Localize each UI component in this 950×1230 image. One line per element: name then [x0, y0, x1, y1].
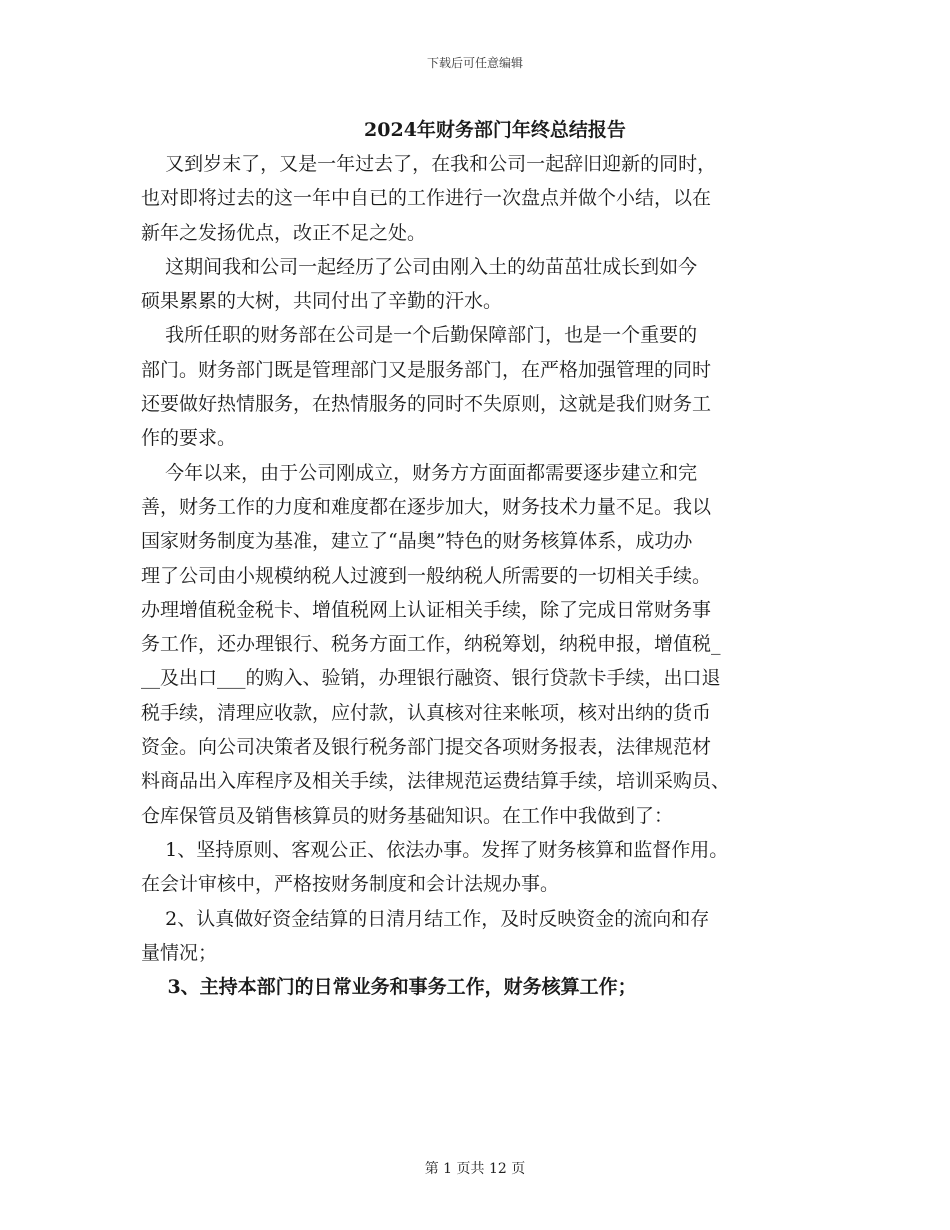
document-body: [141, 147, 816, 1004]
body-line: 国家财务制度为基准，建立了“晶奥”特色的财务核算体系，成功办: [141, 530, 693, 553]
body-line: 仓库保管员及销售核算员的财务基础知识。在工作中我做到了：: [141, 804, 674, 827]
body-line: 又到岁末了，又是一年过去了，在我和公司一起辞旧迎新的同时，: [141, 153, 717, 175]
body-line: 这期间我和公司一起经历了公司由刚入土的幼苗茁壮成长到如今: [141, 255, 698, 278]
body-line: 今年以来，由于公司刚成立，财务方方面面都需要逐步建立和完: [141, 461, 698, 484]
document-title: 2024年财务部门年终总结报告: [364, 119, 626, 141]
body-line: 资金。向公司决策者及银行税务部门提交各项财务报表，法律规范材: [141, 736, 712, 759]
body-line: 也对即将过去的这一年中自已的工作进行一次盘点并做个小结，以在: [141, 187, 712, 210]
body-line: 硕果累累的大树，共同付出了辛勤的汗水。: [141, 290, 503, 313]
body-line: 税手续，清理应收款，应付款，认真核对往来帐项，核对出纳的货币: [141, 701, 712, 724]
body-line: 务工作，还办理银行、税务方面工作，纳税筹划，纳税申报，增值税_: [141, 633, 721, 656]
body-line: 料商品出入库程序及相关手续，法律规范运费结算手续，培训采购员、: [141, 770, 731, 793]
page-footer: 第 1 页共 12 页: [424, 1161, 526, 1177]
body-line: 3、主持本部门的日常业务和事务工作，财务核算工作；: [141, 976, 637, 999]
body-line: 还要做好热情服务，在热情服务的同时不失原则，这就是我们财务工: [141, 393, 712, 416]
body-line: 善，财务工作的力度和难度都在逐步加大，财务技术力量不足。我以: [141, 495, 712, 518]
body-line: 2、认真做好资金结算的日清月结工作，及时反映资金的流向和存: [141, 907, 710, 930]
page-header: 下载后可任意编辑: [426, 56, 523, 70]
body-line: __及出口___的购入、验销，办理银行融资、银行贷款卡手续，出口退: [141, 667, 721, 690]
body-line: 在会计审核中，严格按财务制度和会计法规办事。: [141, 873, 560, 896]
body-line: 我所任职的财务部在公司是一个后勤保障部门，也是一个重要的: [141, 324, 698, 347]
body-line: 作的要求。: [141, 427, 237, 450]
body-line: 部门。财务部门既是管理部门又是服务部门，在严格加强管理的同时: [141, 358, 712, 381]
body-line: 量情况；: [141, 941, 218, 964]
body-line: 1、坚持原则、客观公正、依法办事。发挥了财务核算和监督作用。: [141, 838, 729, 861]
body-line: 新年之发扬优点，改正不足之处。: [141, 221, 427, 244]
body-line: 理了公司由小规模纳税人过渡到一般纳税人所需要的一切相关手续。: [141, 564, 712, 587]
body-line: 办理增值税金税卡、增值税网上认证相关手续，除了完成日常财务事: [141, 598, 712, 621]
